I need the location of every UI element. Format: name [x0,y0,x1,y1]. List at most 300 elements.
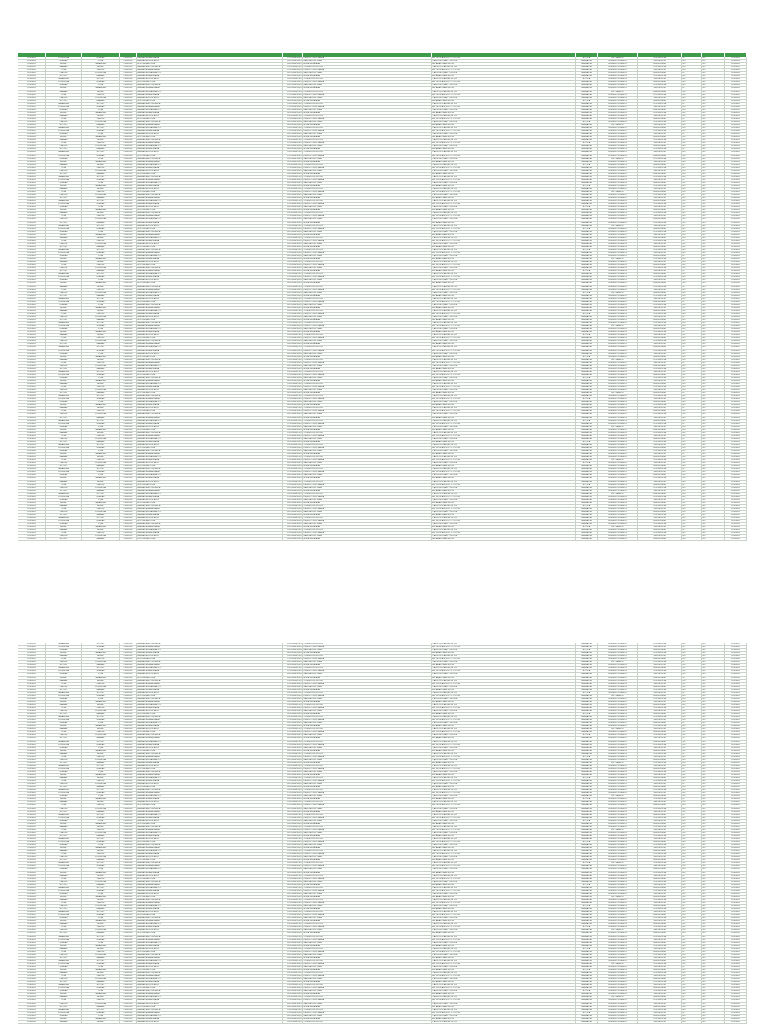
table-cell: NO [682,456,702,458]
table-cell: NO [702,194,725,196]
table-cell: FARMACIA [576,133,598,135]
table-cell: AV. AMAZONAS N32-45 [432,429,576,431]
table-cell: SI [682,829,702,831]
table-cell: PERMISO VIGENTE [598,655,638,657]
table-cell: PICHINCHA [46,325,82,327]
table-cell: BOTICA [576,713,598,715]
table-cell: PERMISO VIGENTE [598,737,638,739]
table-cell: EN TRAMITE [598,225,638,227]
table-cell: IMBABURA [46,493,82,495]
table-cell: PICHINCHA [82,929,120,931]
table-cell: 0912345678001 [283,231,303,233]
table-cell: PERMISO VIGENTE [598,404,638,406]
table-cell: FARMACIA [576,532,598,534]
table-cell: MANABI [82,124,120,126]
table-cell: GARCIA RUIZ JUAN [303,133,432,135]
table-cell: CALLE BOLIVAR Y SUCRE [432,316,576,318]
table-cell: SIN RECETA [638,902,682,904]
table-cell: NO [702,911,725,913]
table-cell: 21001001 [18,902,46,904]
table-cell: 21002002 [120,84,137,86]
table-cell: 0912345678001 [283,966,303,968]
table-cell: 21002001 [120,435,137,437]
table-cell: 21002001 [120,804,137,806]
table-cell: 0912345678001 [283,401,303,403]
table-cell: GUAYAS [82,520,120,522]
table-cell: SIN RECETA [638,957,682,959]
table-cell: NO [682,993,702,995]
table-cell: CALLE ROCAFUERTE 123 [432,78,576,80]
table-cell: 21002002 [18,139,46,141]
table-cell: NO [702,981,725,983]
table-cell: PICHINCHA [46,179,82,181]
table-cell: 21001001 [725,875,747,877]
table-cell: NO [682,322,702,324]
table-cell: NO [682,279,702,281]
table-cell: 21001001 [18,289,46,291]
table-cell: AV. AMAZONAS N32-45 [432,295,576,297]
table-cell: 21001002 [18,929,46,931]
table-cell: 21002001 [120,902,137,904]
table-cell: FARMACIA [576,835,598,837]
table-cell: PERMISO VIGENTE [598,823,638,825]
table-cell: 21001002 [18,438,46,440]
table-cell: LOJA [82,377,120,379]
table-cell: 21001002 [120,127,137,129]
table-cell: 21001001 [18,484,46,486]
table-cell: AV. 10 DE AGOSTO Y COLON [432,264,576,266]
table-cell: FARMACIA ECONOMICA [137,103,283,105]
table-cell: CARCHI [46,535,82,537]
table-cell: NO [682,792,702,794]
table-cell: IMBABURA [82,774,120,776]
table-cell: FARMACIA [576,716,598,718]
table-cell: EL ORO [46,713,82,715]
table-cell: GARCIA RUIZ JUAN [303,990,432,992]
table-cell: FARMACIA [576,823,598,825]
table-cell: 21001001 [725,237,747,239]
table-cell: 21001002 [725,252,747,254]
table-cell: PERMISO VIGENTE [598,893,638,895]
table-cell: MORA VEGA ANA [303,477,432,479]
table-cell: 21002002 [120,462,137,464]
table-cell: 21001002 [18,97,46,99]
table-cell: CON RECETA [638,148,682,150]
table-cell: 21001002 [18,820,46,822]
table-cell: NO [682,130,702,132]
table-cell: GARCIA RUIZ JUAN [303,820,432,822]
table-cell: FARMACIA [576,350,598,352]
table-cell: SIN RECETA [638,161,682,163]
table-cell: FARMACIA [576,426,598,428]
table-cell: IMBABURA [46,887,82,889]
table-cell: FARMACIA CRUZ AZUL [137,243,283,245]
table-cell: FARMACIA ECONOMICA [137,487,283,489]
table-cell: PERMISO VIGENTE [598,826,638,828]
table-cell: AZUAY [82,139,120,141]
table-cell: 21001002 [120,322,137,324]
table-cell: GUAYAS [82,646,120,648]
table-cell: SIN RECETA [638,87,682,89]
table-cell: 21002002 [18,838,46,840]
table-cell: PEREZ LOPEZ MARIA [303,289,432,291]
table-cell: AZUAY [82,923,120,925]
table-cell: SIN RECETA [638,701,682,703]
table-cell: AZUAY [46,798,82,800]
table-cell: AV. 10 DE AGOSTO Y COLON [432,142,576,144]
table-cell: 21001001 [725,432,747,434]
table-cell: 0912345678001 [283,438,303,440]
table-cell: 21002001 [18,957,46,959]
table-cell: PERMISO VIGENTE [598,289,638,291]
table-cell: CON RECETA [638,817,682,819]
table-cell: NO [702,106,725,108]
table-cell: CALLE ROCAFUERTE 123 [432,1021,576,1023]
table-cell: 21001001 [120,664,137,666]
table-cell: CON RECETA [638,808,682,810]
table-cell: 0102345678001 [283,234,303,236]
table-cell: LOJA [46,240,82,242]
table-cell: NO [682,145,702,147]
table-cell: NO [702,689,725,691]
table-cell: NO [702,960,725,962]
table-cell: IMBABURA [82,502,120,504]
table-cell: VENTA LIBRE [638,474,682,476]
table-cell: LOJA [82,771,120,773]
table-cell: FARMACIA ECONOMICA [137,340,283,342]
table-cell: 1702345678001 [283,914,303,916]
table-cell: 21001001 [18,435,46,437]
table-cell: CALLE BOLIVAR Y SUCRE [432,535,576,537]
table-cell: AV. AMAZONAS N32-45 [432,392,576,394]
table-cell: CALLE ROCAFUERTE 123 [432,887,576,889]
table-cell: NO [702,447,725,449]
table-cell: 1702345678001 [283,81,303,83]
table-cell: CALLE ROCAFUERTE 123 [432,237,576,239]
table-cell: FARMACIA [576,386,598,388]
table-cell: 1301234567001 [283,875,303,877]
table-cell: CON RECETA [638,1018,682,1020]
table-cell: GARCIA RUIZ JUAN [303,401,432,403]
table-cell: FARMACIA [576,719,598,721]
table-cell: NO [702,664,725,666]
table-cell: MORA VEGA ANA [303,490,432,492]
table-cell: SIN RECETA [638,435,682,437]
table-cell: CALLE ROCAFUERTE 123 [432,680,576,682]
table-cell: 1702345678001 [283,999,303,1001]
table-cell: NO [682,713,702,715]
table-cell: GUAYAS [46,771,82,773]
table-cell: 1702345678001 [283,878,303,880]
table-cell: AZUAY [46,526,82,528]
table-cell: FARMACIA [576,234,598,236]
table-cell: 21001001 [120,270,137,272]
table-cell: 0912345678001 [283,194,303,196]
table-cell: NO [682,273,702,275]
table-cell: PICHINCHA [82,170,120,172]
table-cell: CALLE ROCAFUERTE 123 [432,789,576,791]
table-cell: 21001002 [725,484,747,486]
table-cell: FARMACIA CRUZ AZUL [137,170,283,172]
table-cell: 21001002 [120,680,137,682]
table-cell: GARCIA RUIZ JUAN [303,462,432,464]
table-cell: 21001001 [120,872,137,874]
table-cell: 1301234567001 [283,237,303,239]
table-cell: SI [682,707,702,709]
table-cell: 21002002 [18,753,46,755]
table-cell: FARMACIA [576,881,598,883]
table-cell: NO [682,887,702,889]
table-cell: NO [682,520,702,522]
table-cell: NO [682,686,702,688]
table-cell: GUAYAS [46,747,82,749]
table-cell: MORA VEGA ANA [303,148,432,150]
table-cell: 0102345678001 [283,835,303,837]
table-cell: IMBABURA [82,652,120,654]
table-cell: NO [702,734,725,736]
table-cell: 21002002 [120,401,137,403]
table-cell: PERMISO VIGENTE [598,173,638,175]
table-cell: NO [682,319,702,321]
table-cell: TORRES LEON LUIS [303,212,432,214]
table-cell: VENTA LIBRE [638,346,682,348]
table-cell: CARCHI [82,756,120,758]
table-cell: NO [702,801,725,803]
table-cell: 21001002 [18,474,46,476]
table-cell: CON RECETA [638,121,682,123]
table-cell: NO [702,124,725,126]
table-cell: 21001001 [725,249,747,251]
table-cell: AZUAY [82,432,120,434]
table-cell: EN TRAMITE [598,124,638,126]
table-cell: 21002002 [120,783,137,785]
table-cell: CON RECETA [638,505,682,507]
table-cell: 0102345678001 [283,417,303,419]
table-cell: 1702345678001 [283,203,303,205]
table-cell: AV. AMAZONAS N32-45 [432,331,576,333]
table-cell: FARMACIA SANA SANA [137,490,283,492]
table-cell: FARMACIA [576,60,598,62]
table-cell: CON RECETA [638,331,682,333]
table-cell: 21001001 [725,383,747,385]
table-cell: NO [702,395,725,397]
table-cell: FARMACIA [576,514,598,516]
table-cell: 21002002 [725,920,747,922]
table-cell: TORRES LEON LUIS [303,667,432,669]
table-cell: 1301234567001 [283,667,303,669]
table-cell: NO [702,786,725,788]
table-cell: 1301234567001 [283,371,303,373]
table-cell: GARCIA RUIZ JUAN [303,832,432,834]
table-cell: 21001001 [18,890,46,892]
table-cell: NO [702,923,725,925]
table-cell: FARMACIA CRUZ AZUL [137,875,283,877]
table-cell: BOTICA SAN JOSE [137,118,283,120]
table-cell: 21001002 [725,81,747,83]
table-cell: 21002001 [725,365,747,367]
table-cell: FARMACIA ECONOMICA [137,413,283,415]
table-cell: 1702345678001 [283,987,303,989]
table-cell: MANABI [82,811,120,813]
table-cell: 1301234567001 [283,176,303,178]
table-cell: LOJA [82,523,120,525]
table-cell: 21001001 [725,692,747,694]
table-cell: NO [702,255,725,257]
table-cell: TORRES LEON LUIS [303,286,432,288]
table-cell: NO [682,465,702,467]
table-cell: NO [702,529,725,531]
table-cell: CALLE BOLIVAR Y SUCRE [432,1003,576,1005]
table-cell: CALLE ROCAFUERTE 123 [432,91,576,93]
table-cell: PERMISO VIGENTE [598,917,638,919]
table-cell: FARMACIA [576,789,598,791]
table-cell: AV. AMAZONAS N32-45 [432,270,576,272]
table-cell: PICHINCHA [46,398,82,400]
table-cell: FARMACIA [576,471,598,473]
table-cell: CON RECETA [638,744,682,746]
table-cell: FARMACIA ECONOMICA [137,377,283,379]
table-cell: PERMISO VIGENTE [598,413,638,415]
table-cell: TORRES LEON LUIS [303,225,432,227]
table-cell: GARCIA RUIZ JUAN [303,844,432,846]
table-cell: FARMACIA [576,795,598,797]
table-cell: 21001001 [18,707,46,709]
table-cell: AV. AMAZONAS N32-45 [432,725,576,727]
table-cell: FARMACIA SANTA ANA [137,75,283,77]
table-cell: 1702345678001 [283,707,303,709]
table-cell: 21001001 [725,493,747,495]
table-cell: 21002002 [120,523,137,525]
table-cell: PERMISO VIGENTE [598,875,638,877]
table-cell: 21001002 [120,948,137,950]
table-cell: FARMACIA [576,759,598,761]
table-cell: FARMACIA PHARMACYS [137,493,283,495]
table-cell: VENTA LIBRE [638,978,682,980]
table-cell: NO [702,161,725,163]
table-cell: 21001002 [725,670,747,672]
table-cell: 21001002 [18,401,46,403]
table-cell: 21001001 [18,829,46,831]
table-cell: FARMACIA SANTA ANA [137,744,283,746]
table-cell: FARMACIA [576,801,598,803]
table-cell: PERMISO VIGENTE [598,155,638,157]
table-cell: BOTICA [576,841,598,843]
table-cell: 21001002 [120,200,137,202]
table-cell: EL ORO [46,465,82,467]
table-cell: BOTICA [576,1012,598,1014]
table-cell: NO [682,667,702,669]
table-cell: NO [702,441,725,443]
table-cell: 21001001 [120,762,137,764]
table-cell: SIN RECETA [638,756,682,758]
table-cell: FARMACIA [576,954,598,956]
table-cell: AZUAY [82,286,120,288]
table-cell: 21002002 [18,334,46,336]
table-cell: AV. AMAZONAS N32-45 [432,945,576,947]
table-cell: FARMACIA PHARMACYS [137,759,283,761]
table-cell: FARMACIA SANTA ANA [137,185,283,187]
table-cell: FARMACIA PHARMACYS [137,109,283,111]
table-cell: NO [702,744,725,746]
table-cell: NO [702,929,725,931]
table-cell: VENTA LIBRE [638,328,682,330]
table-cell: 21001001 [725,887,747,889]
table-cell: NO [702,228,725,230]
table-cell: 21001002 [18,954,46,956]
table-cell: 21001001 [18,106,46,108]
table-cell: PEREZ LOPEZ MARIA [303,646,432,648]
table-cell: CARCHI [82,484,120,486]
table-cell: 1301234567001 [283,91,303,93]
table-cell: GARCIA RUIZ JUAN [303,759,432,761]
table-cell: 21001002 [120,78,137,80]
table-cell: CON RECETA [638,222,682,224]
table-cell: 21001002 [725,496,747,498]
table-cell: PICHINCHA [82,267,120,269]
table-cell: FARMACIA [576,496,598,498]
table-cell: NO [702,365,725,367]
table-cell: SI [682,407,702,409]
table-cell: 21002001 [725,759,747,761]
table-cell: MORA VEGA ANA [303,234,432,236]
table-cell: MANABI [82,222,120,224]
table-cell: FARMACIA CRUZ AZUL [137,728,283,730]
table-cell: NO [702,686,725,688]
table-cell: 21001001 [18,264,46,266]
table-cell: PERMISO VIGENTE [598,69,638,71]
table-cell: 21001001 [18,792,46,794]
table-cell: 0102345678001 [283,63,303,65]
table-cell: NO [702,814,725,816]
table-cell: SIN RECETA [638,728,682,730]
table-cell: MORA VEGA ANA [303,884,432,886]
table-cell: 21001002 [725,707,747,709]
table-cell: BOTICA SAN JOSE [137,750,283,752]
table-cell: SIN RECETA [638,289,682,291]
table-cell: 0912345678001 [283,929,303,931]
table-cell: PERMISO VIGENTE [598,432,638,434]
table-cell: EL ORO [82,692,120,694]
table-cell: 21001002 [120,1009,137,1011]
table-cell: CARCHI [46,194,82,196]
table-cell: PERMISO VIGENTE [598,954,638,956]
table-cell: GARCIA RUIZ JUAN [303,686,432,688]
table-cell: LOJA [46,951,82,953]
table-cell: BOTICA SAN JOSE [137,932,283,934]
table-cell: CARCHI [46,954,82,956]
table-cell: 21001002 [120,972,137,974]
table-cell: 1301234567001 [283,529,303,531]
table-cell: CALLE BOLIVAR Y SUCRE [432,243,576,245]
table-cell: 21001001 [120,282,137,284]
table-cell: 21002001 [725,747,747,749]
table-cell: 21002001 [725,856,747,858]
table-cell: 21001001 [120,197,137,199]
table-cell: PICHINCHA [82,340,120,342]
table-cell: PERMISO VIGENTE [598,945,638,947]
table-cell: NO [682,535,702,537]
table-cell: NO [682,716,702,718]
table-cell: MANABI [46,212,82,214]
table-cell: 21001001 [725,456,747,458]
table-cell: VENTA LIBRE [638,649,682,651]
table-cell: 1702345678001 [283,57,303,59]
table-cell: 21002002 [725,1006,747,1008]
table-cell: BOTICA [576,670,598,672]
table-cell: VENTA LIBRE [638,282,682,284]
table-cell: 0912345678001 [283,868,303,870]
table-cell: FARMACIA [576,826,598,828]
